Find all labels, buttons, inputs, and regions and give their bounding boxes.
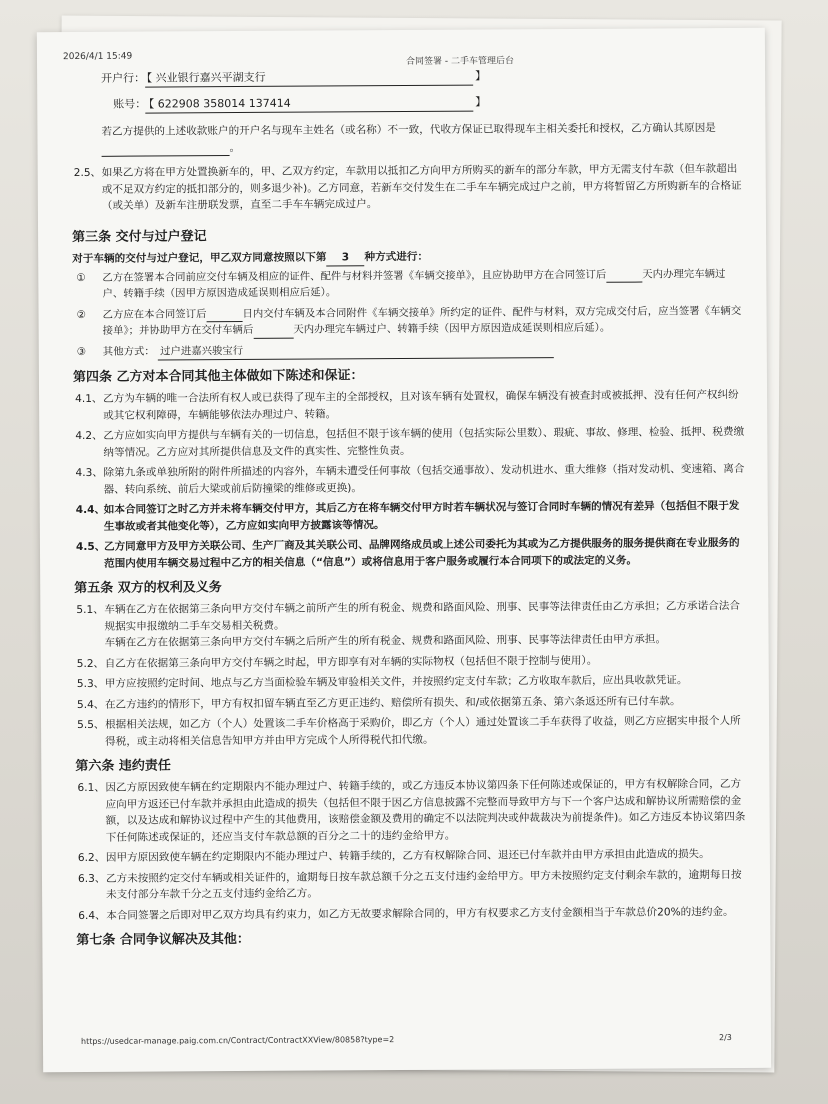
clause-4-3 <box>73 461 745 498</box>
days-blank <box>606 270 642 283</box>
article-5-title: 第五条 双方的权利及义务 <box>74 580 222 597</box>
clause-text: 车辆在乙方在依据第三条向甲方交付车辆之前所产生的所有税金、规费和路面风险、刑事、民事等法律责任由乙方承担；乙方承诺合法合规据实申报缴纳二手车交易相关税费。 <box>104 599 741 633</box>
option-marker: ③ <box>76 345 87 358</box>
option-text-mid: 日内交付车辆及本合同附件《车辆交接单》所约定的证件、配件与材料，双方完成交付后，应当签署《车辆交接单》；并协助甲方在交付车辆后 <box>102 304 742 337</box>
clause-5-4 <box>75 692 747 713</box>
clause-5-1 <box>74 598 746 652</box>
clause-number: 6.4、 <box>78 909 106 922</box>
payee-mismatch-statement <box>71 120 743 157</box>
page-number: 2/3 <box>718 1033 732 1043</box>
clause-text: 甲方应按照约定时间、地点与乙方当面检验车辆及审验相关文件，并按照约定支付车款；乙方收取车款后，应出具收款凭证。 <box>104 674 688 690</box>
sentence-end: 。 <box>229 141 241 154</box>
clause-4-2 <box>73 424 745 461</box>
account-field <box>71 90 743 120</box>
bank-label: 开户行： <box>101 71 146 85</box>
contract-page <box>37 28 771 1072</box>
lead-text: 对于车辆的交付与过户登记，甲乙双方同意按照以下第 <box>72 250 327 265</box>
clause-number: 6.3、 <box>77 872 106 885</box>
clause-5-3 <box>75 672 747 693</box>
contract-body <box>71 64 748 954</box>
account-bracket-close: 】 <box>475 95 487 109</box>
clause-text: 乙方应如实向甲方提供与车辆有关的一切信息，包括但不限于该车辆的使用（包括实际公里数）、瑕疵、事故、修理、检验、抵押、税费缴纳等情况。乙方应对其所提供信息及文件的真实性、完整性负责。 <box>103 425 745 459</box>
option-text-end: 天内办理完车辆过户、转籍手续（因甲方原因造成延误则相应后延）。 <box>102 267 726 300</box>
clause-5-5 <box>75 713 747 750</box>
days-blank <box>206 309 242 322</box>
article-3-lead <box>72 246 744 267</box>
clause-text-continued: 车辆在乙方在依据第三条向甲方交付车辆之后所产生的所有税金、规费和路面风险、刑事、民事等法律责任由甲方承担。 <box>104 633 667 649</box>
clause-text: 本合同签署之后即对甲乙双方均具有约束力，如乙方无故要求解除合同的，甲方有权要求乙方支付金额相当于车款总价20%的违约金。 <box>106 905 734 922</box>
clause-number: 4.5、 <box>75 540 106 554</box>
account-value: 【 622908 358014 137414 <box>143 96 291 111</box>
clause-6-1 <box>75 776 747 846</box>
clause-text: 在乙方违约的情形下，甲方有权扣留车辆直至乙方更正违约、赔偿所有损失、和/或依据第五条、第六条返还所有已付车款。 <box>104 694 681 711</box>
article-4-title: 第四条 乙方对本合同其他主体做如下陈述和保证： <box>72 368 364 386</box>
bank-bracket-close: 】 <box>475 69 487 83</box>
option-text: 其他方式： <box>102 345 155 358</box>
bank-field <box>71 64 743 94</box>
clause-text: 乙方为车辆的唯一合法所有权人或已获得了现车主的全部授权，且对该车辆有处置权，确保车辆没有被查封或被抵押、没有任何产权纠纷或其它权利障碍，车辆能够依法办理过户、转籍。 <box>103 388 739 422</box>
clause-2-5 <box>72 161 744 215</box>
clause-text: 因乙方原因致使车辆在约定期限内不能办理过户、转籍手续的，或乙方违反本协议第四条下任何陈述或保证的，甲方有权解除合同，乙方应向甲方返还已付车款并承担由此造成的损失（包括但不限于因乙方信息披露不完整而导致甲方与下一个客户达成和解协议所需赔偿的金额，以及达成和解协议过程中产生的其他费用，该赔偿金额及费用的确定不以法院判决或仲裁裁决为前提条件)。如乙方违反本协议第四条下任何陈述或保证的，还应当支付车款总额的百分之二十的违约金给甲方。 <box>105 777 746 844</box>
lead-text-end: 种方式进行： <box>364 250 429 263</box>
article-6-title: 第六条 违约责任 <box>75 758 171 775</box>
clause-number: 5.4、 <box>76 698 105 711</box>
option-1 <box>72 265 744 302</box>
clause-number: 4.4、 <box>75 503 106 517</box>
method-number: 3 <box>326 249 364 266</box>
bank-value: 【 兴业银行嘉兴平湖支行 <box>141 70 266 85</box>
clause-text: 乙方同意甲方及甲方关联公司、生产厂商及其关联公司、品牌网络成员或上述公司委托为其或为乙方提供服务的服务提供商在专业服务的范围内使用车辆交易过程中乙方的相关信息（“信息”）或将信息用于客户服务或履行本合同项下的或法定的义务。 <box>103 536 740 570</box>
clause-4-5 <box>74 535 746 572</box>
clause-text: 根据相关法规，如乙方（个人）处置该二手车价格高于采购价，即乙方（个人）通过处置该二手车获得了收益，则乙方应据实申报个人所得税，或主动将相关信息告知甲方并由甲方完成个人所得税代扣代缴。 <box>105 714 741 748</box>
account-label: 账号： <box>113 97 147 111</box>
clause-text: 除第九条或单独所附的附件所描述的内容外，车辆未遭受任何事故（包括交通事故）、发动机进水、重大维修（指对发动机、变速箱、离合器、转向系统、前后大梁或前后防撞梁的维修或更换)。 <box>103 462 745 496</box>
option-marker: ① <box>76 271 86 284</box>
clause-6-2 <box>76 846 748 867</box>
clause-number: 5.1、 <box>76 603 104 617</box>
clause-number: 5.2、 <box>76 657 105 670</box>
article-3-title: 第三条 交付与过户登记 <box>72 228 207 245</box>
clause-6-4 <box>76 903 748 924</box>
reason-blank <box>102 143 230 157</box>
clause-number: 4.2、 <box>75 429 103 443</box>
clause-text: 如本合同签订之时乙方并未将车辆交付甲方，其后乙方在将车辆交付甲方时若车辆状况与签订合同时车辆的情况有差异（包括但不限于发生事故或者其他变化等），乙方应如实向甲方披露该等情况。 <box>103 499 740 533</box>
option-2 <box>73 302 745 339</box>
clause-4-1 <box>73 387 745 424</box>
option-marker: ② <box>76 308 86 321</box>
clause-6-3 <box>76 866 748 903</box>
clause-number: 6.2、 <box>77 851 106 864</box>
print-timestamp: 2026/4/1 15:49 <box>62 51 133 63</box>
article-7-title: 第七条 合同争议解决及其他： <box>76 931 250 949</box>
option-3 <box>73 339 745 361</box>
clause-text: 因甲方原因致使车辆在约定期限内不能办理过户、转籍手续的，乙方有权解除合同、退还已付车款并由甲方承担由此造成的损失。 <box>105 848 710 864</box>
option-text: 乙方应在本合同签订后 <box>102 307 207 321</box>
clause-number: 4.1、 <box>75 392 103 406</box>
clause-text: 自乙方在依据第三条向甲方交付车辆之时起，甲方即享有对车辆的实际物权（包括但不限于控制与使用）。 <box>104 654 598 670</box>
print-url: https://usedcar-manage.paig.com.cn/Contract/ContractXXView/80858?type=2 <box>80 1035 395 1046</box>
clause-text: 如果乙方将在甲方处置换新车的，甲、乙双方约定，车款用以抵扣乙方向甲方所购买的新车的部分车款，甲方无需支付车款（但车款超出或不足双方约定的抵扣部分的，则多退少补)。乙方同意，若新车交付发生在二手车车辆完成过户之前，甲方将暂留乙方所购新车的合格证（或关单）及新车注册联发票，直至二手车车辆完成过户。 <box>101 162 742 212</box>
clause-number: 4.3、 <box>75 466 104 480</box>
clause-5-2 <box>75 651 747 672</box>
clause-4-4 <box>74 498 746 535</box>
print-page-title: 合同签署 - 二手车管理后台 <box>405 56 515 67</box>
option-text: 乙方在签署本合同前应交付车辆及相应的证件、配件与材料并签署《车辆交接单》，且应协助甲方在合同签订后 <box>102 268 607 284</box>
clause-number: 5.5、 <box>77 718 105 732</box>
other-method-value: 过户进嘉兴骏宝行 <box>158 341 554 361</box>
payee-mismatch-text: 若乙方提供的上述收款账户的开户名与现车主姓名（或名称）不一致，代收方保证已取得现车主相关委托和授权，乙方确认其原因是 <box>101 122 716 138</box>
clause-text: 乙方未按照约定交付车辆或相关证件的，逾期每日按车款总额千分之五支付违约金给甲方。甲方未按照约定支付剩余车款的，逾期每日按未支付部分车款千分之五支付违约金给乙方。 <box>105 868 742 901</box>
clause-number: 6.1、 <box>77 781 105 794</box>
clause-number: 2.5、 <box>73 166 102 180</box>
clause-number: 5.3、 <box>76 677 105 691</box>
days-blank <box>253 325 293 338</box>
option-text-end: 天内办理完车辆过户、转籍手续（因甲方原因造成延误则相应后延）。 <box>293 321 611 336</box>
